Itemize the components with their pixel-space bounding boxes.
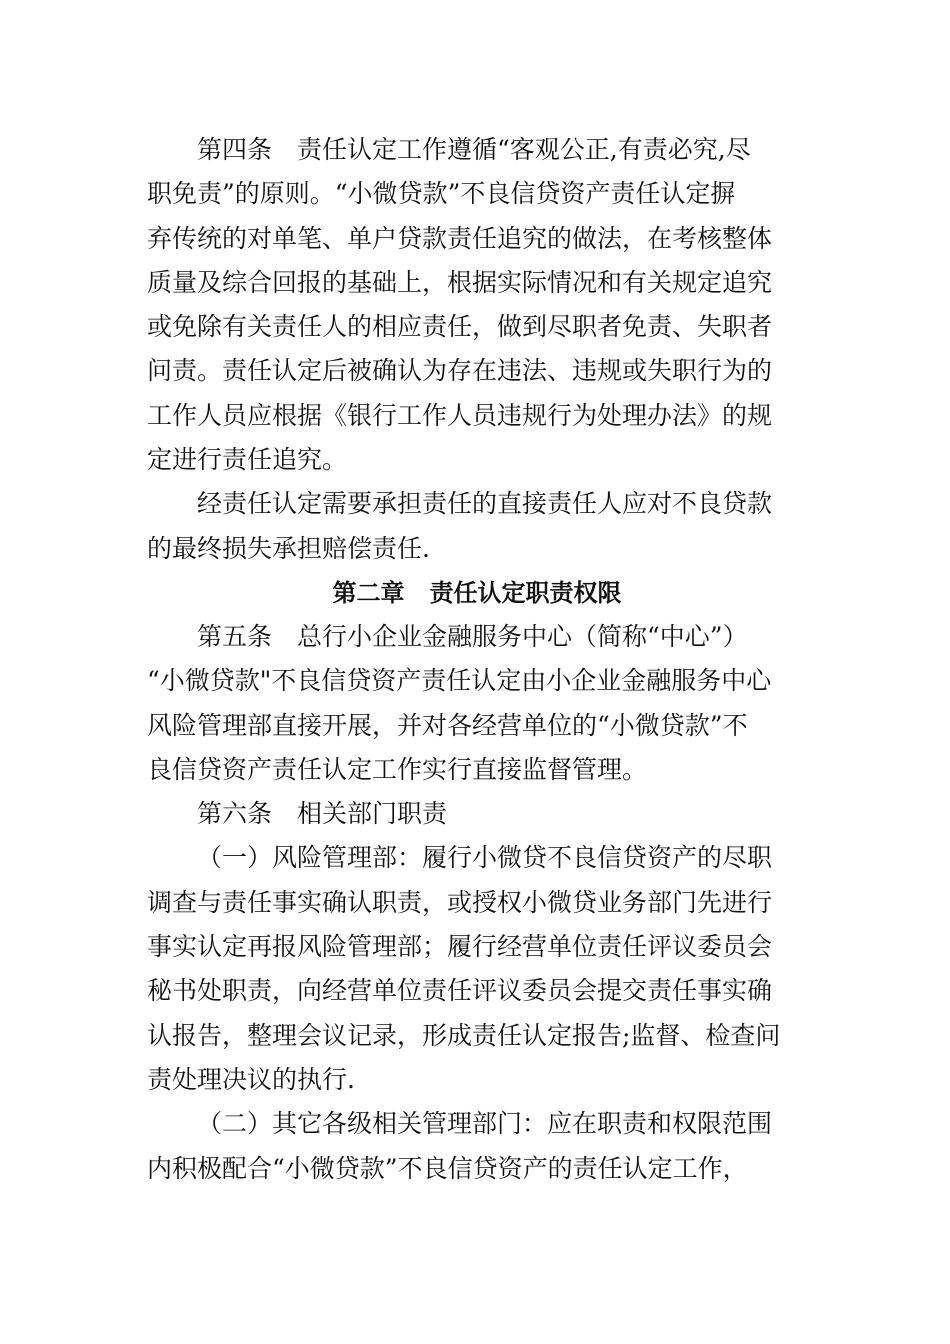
item-2-line-2: 内积极配合“小微贷款”不良信贷资产的责任认定工作， — [147, 1153, 748, 1183]
item-1-line-1: （一）风险管理部：履行小微贷不良信贷资产的尽职 — [197, 843, 773, 873]
article-4-line-6: 问责。责任认定后被确认为存在违法、违规或失职行为的 — [147, 356, 773, 386]
article-4-text-1: 责任认定工作遵循“客观公正,有责必究,尽 — [297, 135, 751, 164]
article-5-line-4: 良信贷资产责任认定工作实行直接监督管理。 — [147, 754, 648, 784]
article-5-text-1: 总行小企业金融服务中心（简称“中心”） — [297, 621, 748, 651]
article-4-line-5: 或免除有关责任人的相应责任，做到尽职者免责、失职者 — [147, 312, 773, 342]
item-1-line-5: 认报告，整理会议记录，形成责任认定报告;监督、检查问 — [147, 1020, 781, 1050]
article-5-line-1 — [147, 615, 807, 659]
item-1-line-4: 秘书处职责，向经营单位责任评议委员会提交责任事实确 — [147, 976, 773, 1006]
article-4-label: 第四条 — [197, 135, 273, 164]
article-6-title: 相关部门职责 — [297, 799, 448, 829]
compensation-line-1: 经责任认定需要承担责任的直接责任人应对不良贷款 — [197, 489, 773, 519]
article-4 — [147, 128, 807, 482]
article-4-line-8: 定进行责任追究。 — [147, 445, 348, 475]
article-4-line-4: 质量及综合回报的基础上，根据实际情况和有关规定追究 — [147, 267, 773, 297]
item-1 — [147, 836, 807, 1102]
article-5 — [147, 615, 807, 792]
chapter-2-heading — [147, 571, 807, 615]
article-4-line-2: 职免责”的原则。“小微贷款”不良信贷资产责任认定摒 — [147, 179, 736, 209]
chapter-number: 第二章 — [332, 578, 405, 607]
document-page — [147, 128, 807, 1191]
compensation-paragraph — [147, 482, 807, 571]
article-6-line-1 — [147, 792, 807, 836]
item-2 — [147, 1102, 807, 1191]
article-4-line-3: 弃传统的对单笔、单户贷款责任追究的做法，在考核整体 — [147, 223, 773, 253]
item-1-line-3: 事实认定再报风险管理部；履行经营单位责任评议委员会 — [147, 932, 773, 962]
article-5-label: 第五条 — [197, 621, 273, 651]
item-1-line-2: 调查与责任事实确认职责，或授权小微贷业务部门先进行 — [147, 887, 773, 917]
article-4-line-7: 工作人员应根据《银行工作人员违规行为处理办法》的规 — [147, 400, 773, 430]
article-5-line-2: “小微贷款"不良信贷资产责任认定由小企业金融服务中心 — [147, 666, 772, 696]
item-2-line-1: （二）其它各级相关管理部门：应在职责和权限范围 — [197, 1109, 773, 1139]
article-6-label: 第六条 — [197, 799, 273, 829]
compensation-line-2: 的最终损失承担赔偿责任. — [147, 533, 430, 563]
article-5-line-3: 风险管理部直接开展，并对各经营单位的“小微贷款”不 — [147, 710, 748, 740]
article-6 — [147, 792, 807, 836]
item-1-line-6: 责处理决议的执行. — [147, 1064, 355, 1094]
chapter-title: 责任认定职责权限 — [429, 578, 622, 607]
article-4-line-1 — [147, 128, 807, 172]
